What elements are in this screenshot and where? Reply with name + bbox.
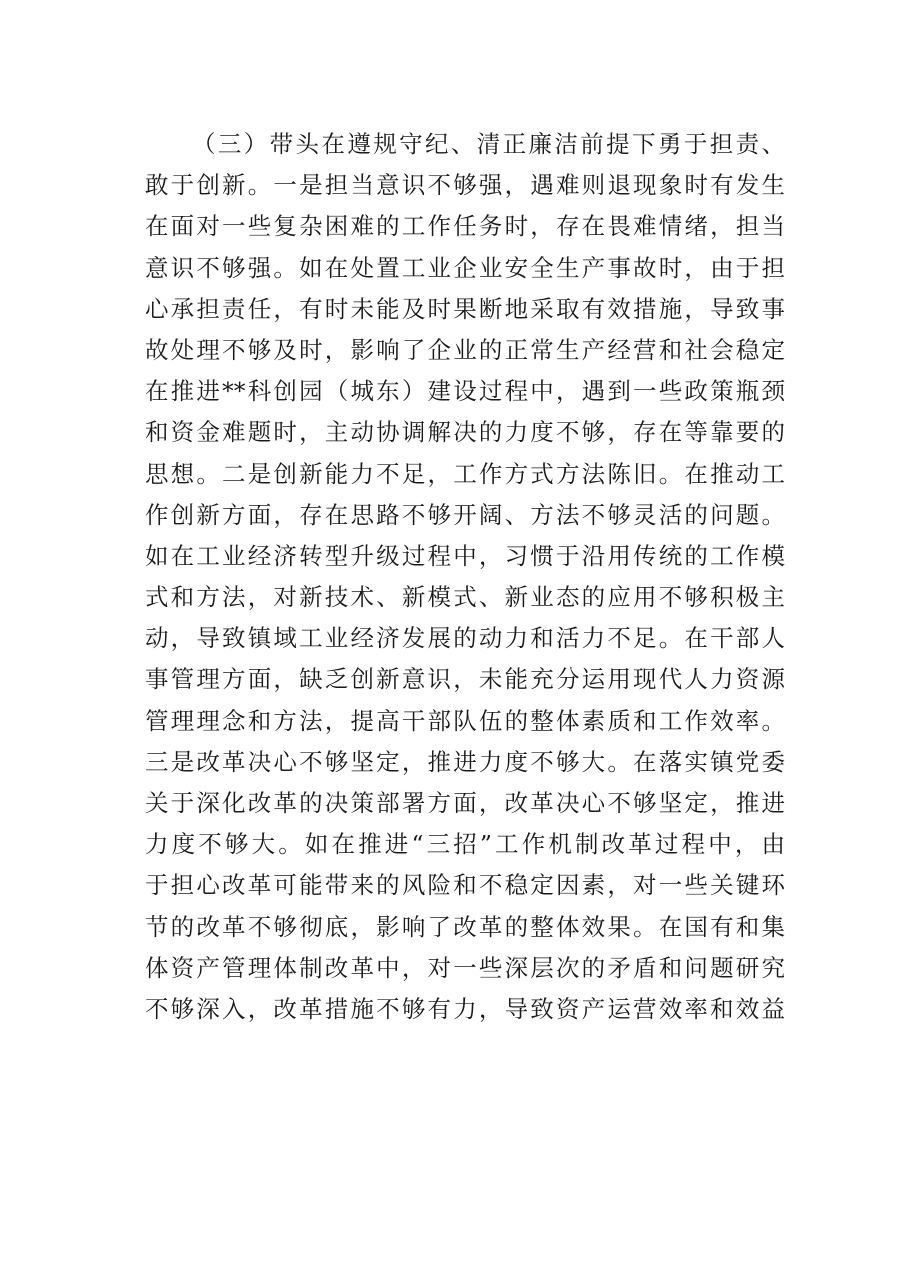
document-body [145, 124, 785, 1030]
text-line: 敢于创新。一是担当意识不够强，遇难则退现象时有发生 [145, 171, 785, 200]
text-line: 体资产管理体制改革中，对一些深层次的矛盾和问题研究 [145, 953, 785, 982]
text-line: 在推进**科创园（城东）建设过程中，遇到一些政策瓶颈 [145, 377, 785, 406]
text-line: 心承担责任，有时未能及时果断地采取有效措施，导致事 [145, 294, 785, 323]
text-line: 和资金难题时，主动协调解决的力度不够，存在等靠要的 [145, 418, 785, 447]
text-line: 力度不够大。如在推进“三招”工作机制改革过程中，由 [145, 830, 785, 859]
text-line: 故处理不够及时，影响了企业的正常生产经营和社会稳定 [145, 335, 785, 364]
text-line: 节的改革不够彻底，影响了改革的整体效果。在国有和集 [145, 912, 785, 941]
text-line: （三）带头在遵规守纪、清正廉洁前提下勇于担责、 [192, 130, 785, 158]
text-line: 思想。二是创新能力不足，工作方式方法陈旧。在推动工 [145, 459, 785, 488]
text-line: 管理理念和方法，提高干部队伍的整体素质和工作效率。 [145, 706, 785, 735]
text-line: 事管理方面，缺乏创新意识，未能充分运用现代人力资源 [145, 665, 785, 694]
text-line: 作创新方面，存在思路不够开阔、方法不够灵活的问题。 [145, 500, 785, 529]
text-line: 动，导致镇域工业经济发展的动力和活力不足。在干部人 [145, 624, 785, 653]
text-line: 三是改革决心不够坚定，推进力度不够大。在落实镇党委 [145, 747, 785, 776]
text-line: 关于深化改革的决策部署方面，改革决心不够坚定，推进 [145, 789, 785, 817]
text-line: 如在工业经济转型升级过程中，习惯于沿用传统的工作模 [145, 541, 785, 570]
text-line: 不够深入，改革措施不够有力，导致资产运营效率和效益 [145, 994, 785, 1023]
text-line: 于担心改革可能带来的风险和不稳定因素，对一些关键环 [145, 871, 785, 900]
text-line: 意识不够强。如在处置工业企业安全生产事故时，由于担 [145, 253, 785, 282]
text-line: 式和方法，对新技术、新模式、新业态的应用不够积极主 [145, 583, 785, 612]
text-line: 在面对一些复杂困难的工作任务时，存在畏难情绪，担当 [145, 212, 785, 241]
